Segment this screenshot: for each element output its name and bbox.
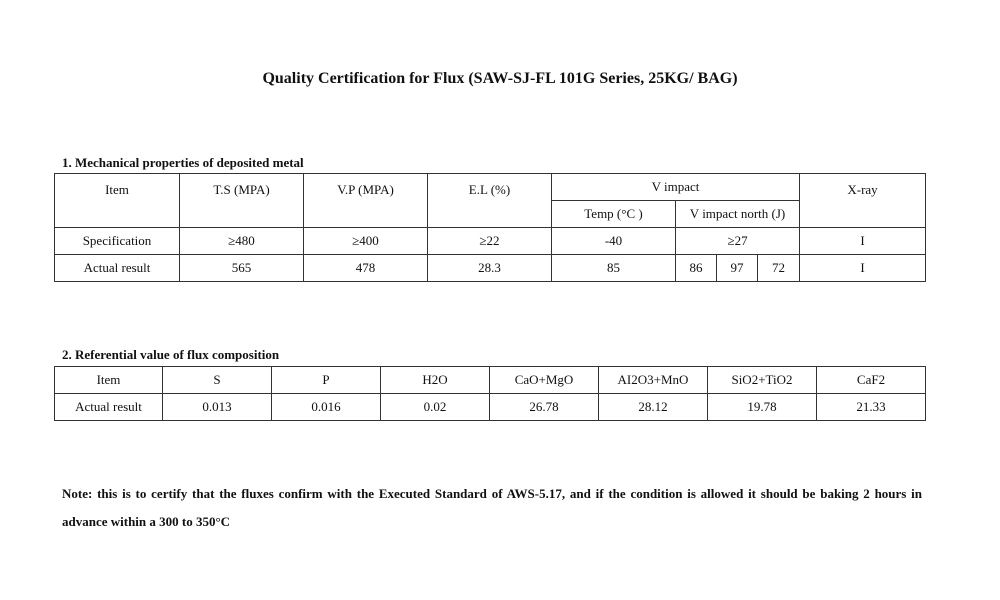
spec-el: ≥22 bbox=[428, 228, 552, 255]
spec-xray: I bbox=[800, 228, 926, 255]
composition-actual-row bbox=[55, 394, 926, 421]
actual-impact-3: 72 bbox=[758, 255, 800, 282]
header-temp: Temp (°C ) bbox=[552, 201, 676, 228]
flux-composition-table bbox=[54, 366, 926, 421]
comp-actual-sio2-tio2: 19.78 bbox=[708, 394, 817, 421]
header-vimpact: V impact bbox=[552, 174, 800, 201]
actual-el: 28.3 bbox=[428, 255, 552, 282]
section1-heading: 1. Mechanical properties of deposited metal bbox=[62, 155, 304, 170]
comp-header-caf2: CaF2 bbox=[817, 367, 926, 394]
spec-temp: -40 bbox=[552, 228, 676, 255]
comp-header-al2o3-mno: AI2O3+MnO bbox=[599, 367, 708, 394]
comp-header-item: Item bbox=[55, 367, 163, 394]
spec-ts: ≥480 bbox=[180, 228, 304, 255]
header-row-1 bbox=[55, 174, 926, 201]
actual-temp: 85 bbox=[552, 255, 676, 282]
comp-header-cao-mgo: CaO+MgO bbox=[490, 367, 599, 394]
comp-actual-label: Actual result bbox=[55, 394, 163, 421]
spec-impact: ≥27 bbox=[676, 228, 800, 255]
actual-result-row bbox=[55, 255, 926, 282]
comp-actual-cao-mgo: 26.78 bbox=[490, 394, 599, 421]
header-vimpact-north: V impact north (J) bbox=[676, 201, 800, 228]
comp-actual-p: 0.016 bbox=[272, 394, 381, 421]
actual-vp: 478 bbox=[304, 255, 428, 282]
header-xray: X-ray bbox=[800, 174, 926, 228]
comp-actual-caf2: 21.33 bbox=[817, 394, 926, 421]
spec-label: Specification bbox=[55, 228, 180, 255]
header-ts: T.S (MPA) bbox=[180, 174, 304, 228]
comp-header-sio2-tio2: SiO2+TiO2 bbox=[708, 367, 817, 394]
composition-header-row bbox=[55, 367, 926, 394]
actual-impact-2: 97 bbox=[717, 255, 758, 282]
section2-heading: 2. Referential value of flux composition bbox=[62, 347, 280, 362]
comp-header-p: P bbox=[272, 367, 381, 394]
header-vp: V.P (MPA) bbox=[304, 174, 428, 228]
specification-row bbox=[55, 228, 926, 255]
actual-ts: 565 bbox=[180, 255, 304, 282]
actual-xray: I bbox=[800, 255, 926, 282]
actual-impact-1: 86 bbox=[676, 255, 717, 282]
spec-vp: ≥400 bbox=[304, 228, 428, 255]
comp-actual-s: 0.013 bbox=[163, 394, 272, 421]
actual-label: Actual result bbox=[55, 255, 180, 282]
header-el: E.L (%) bbox=[428, 174, 552, 228]
comp-header-h2o: H2O bbox=[381, 367, 490, 394]
mechanical-properties-table bbox=[54, 173, 926, 282]
comp-actual-h2o: 0.02 bbox=[381, 394, 490, 421]
comp-header-s: S bbox=[163, 367, 272, 394]
certification-note: Note: this is to certify that the fluxes confirm with the Executed Standard of AWS-5.17, and if the condition is allowed it should be baking 2 hours in advance within a 300 to 350°C bbox=[62, 486, 922, 529]
comp-actual-al2o3-mno: 28.12 bbox=[599, 394, 708, 421]
document-title: Quality Certification for Flux (SAW-SJ-FL 101G Series, 25KG/ BAG) bbox=[262, 70, 738, 87]
header-item: Item bbox=[55, 174, 180, 228]
